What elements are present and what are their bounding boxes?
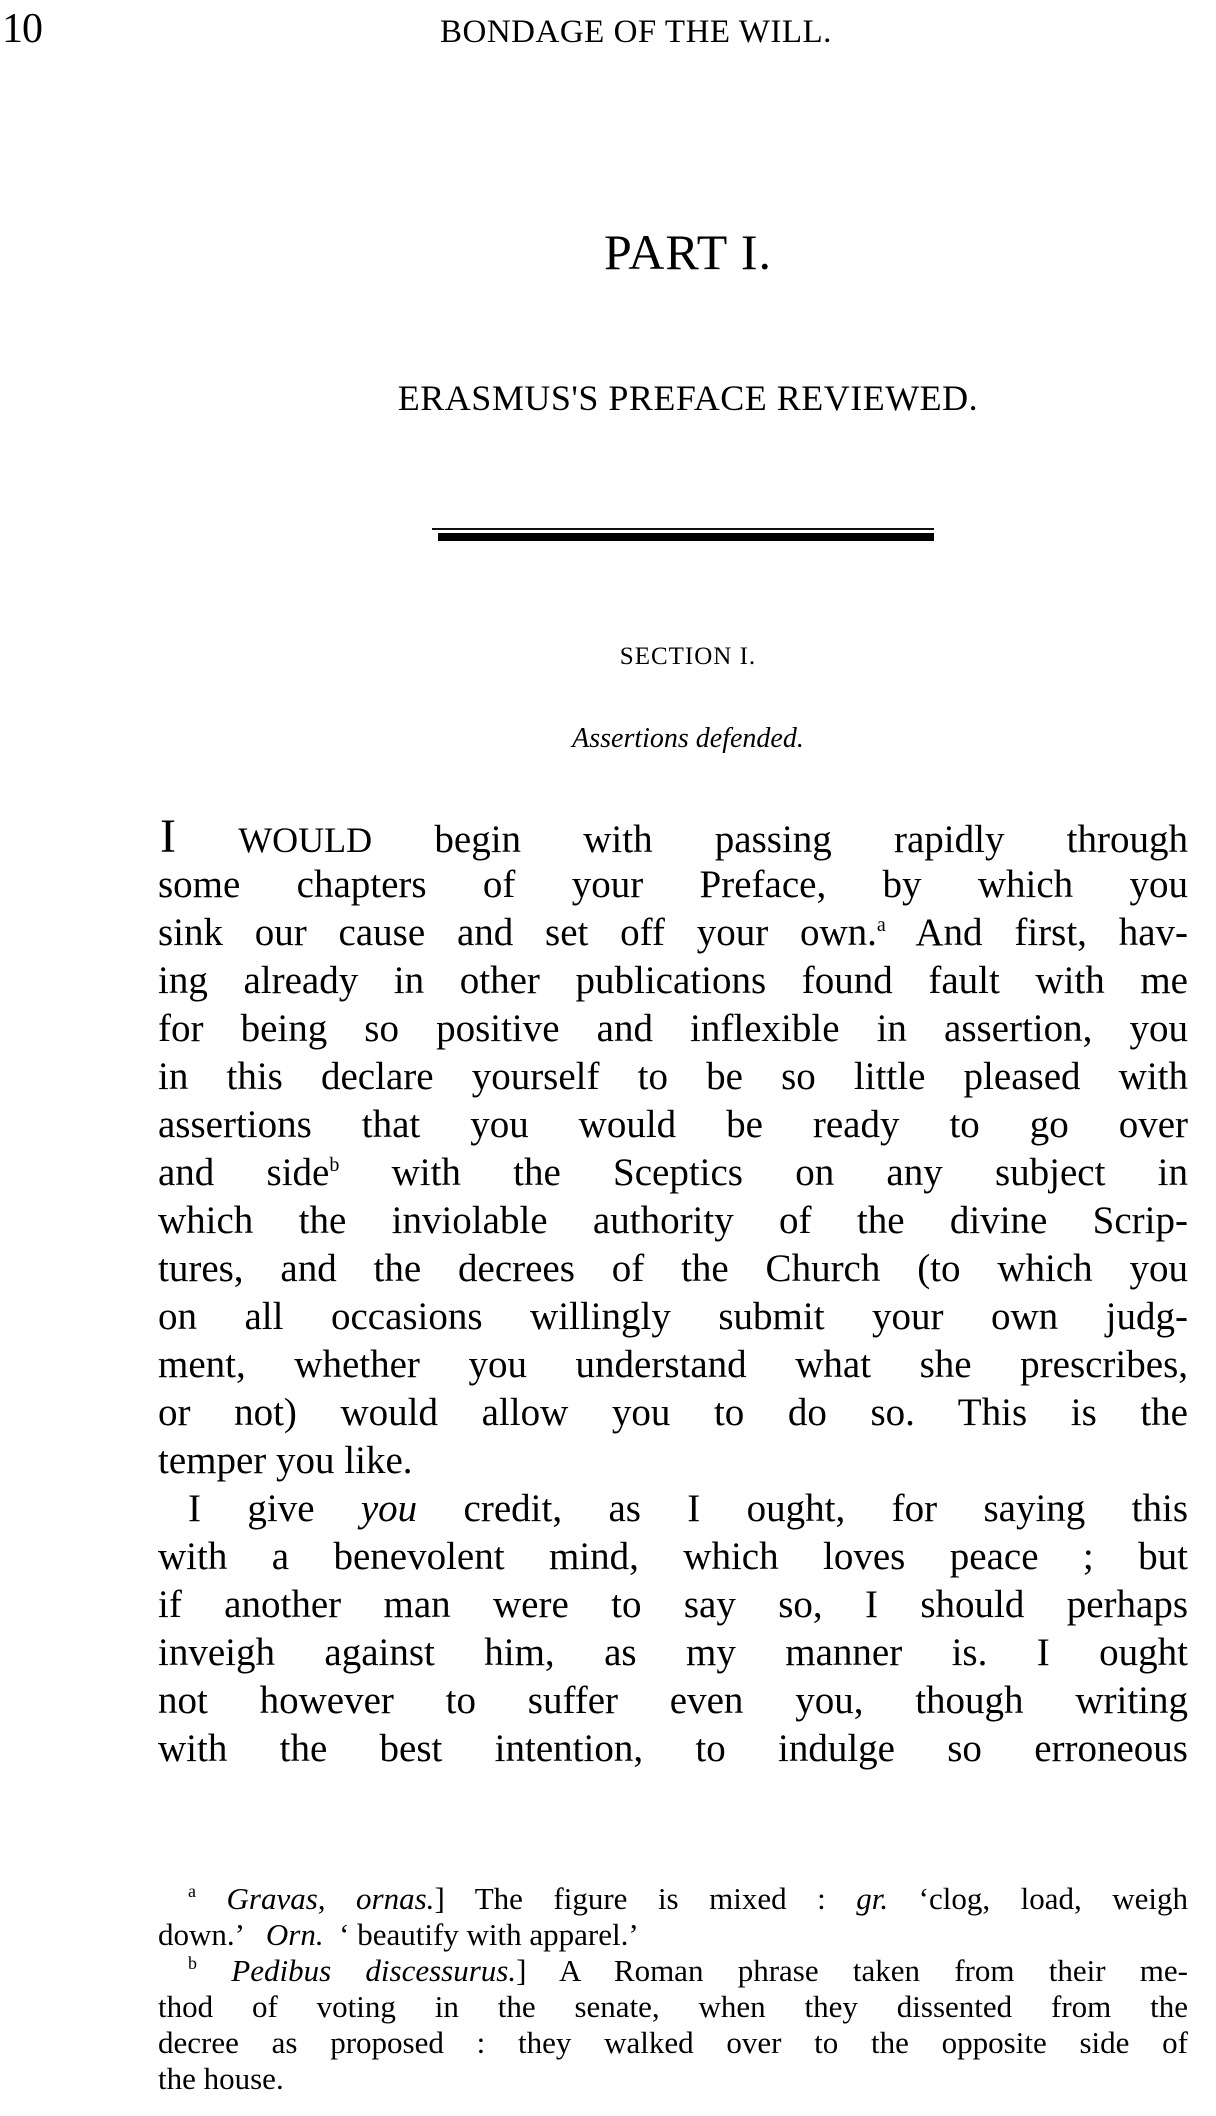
section-subtitle: Assertions defended. <box>572 723 804 754</box>
footnote-lemma: Gravas, ornas. <box>226 1881 435 1916</box>
text-line: if another man were to say so, I should perhaps <box>158 1583 1188 1626</box>
text-line: not however to suffer even you, though writing <box>158 1679 1188 1722</box>
text-line: inveigh against him, as my manner is. I ought <box>158 1631 1188 1674</box>
text-line: temper you like. <box>158 1439 413 1482</box>
footnote-a: $^a$ Gravas, ornas.] The figure is mixed : gr. ‘clog, load, weigh <box>188 1881 1188 1916</box>
footnote-marker-a: a <box>188 1881 196 1901</box>
text-line: tures, and the decrees of the Church (to which you <box>158 1247 1188 1290</box>
text-line: ing already in other publications found fault with me <box>158 959 1188 1002</box>
footnote-b-line: the house. <box>158 2061 284 2096</box>
text-line: some chapters of your Preface, by which you <box>158 863 1188 906</box>
text-line: I give you credit, as I ought, for saying this <box>188 1487 1188 1530</box>
text-line: in this declare yourself to be so little pleased with <box>158 1055 1188 1098</box>
text-line: with the best intention, to indulge so erroneous <box>158 1727 1188 1770</box>
footnote-b-line: decree as proposed : they walked over to the opposite side of <box>158 2025 1188 2060</box>
text-line: sink our cause and set off your own.$^a$ And first, hav- <box>158 911 1188 954</box>
text-line: assertions that you would be ready to go over <box>158 1103 1188 1146</box>
footnote-b-line: thod of voting in the senate, when they dissented from the <box>158 1989 1188 2024</box>
double-rule-divider <box>432 528 934 541</box>
text-line: with a benevolent mind, which loves peace ; but <box>158 1535 1188 1578</box>
text-line: ment, whether you understand what she prescribes, <box>158 1343 1188 1386</box>
part-subtitle: ERASMUS'S PREFACE REVIEWED. <box>397 378 979 418</box>
page-number: 10 <box>2 6 42 52</box>
text-line: on all occasions willingly submit your own judg- <box>158 1295 1188 1338</box>
running-head: BONDAGE OF THE WILL. <box>440 14 832 50</box>
small-caps-word: WOULD <box>238 820 373 860</box>
emphasis: you <box>360 1487 418 1530</box>
footnote-b: $^b$ Pedibus discessurus.] A Roman phrase taken from their me- <box>188 1953 1189 1988</box>
footnote-ref-a[interactable]: a <box>876 914 886 936</box>
rule-thick-line <box>438 533 934 541</box>
text-line: or not) would allow you to do so. This is the <box>158 1391 1188 1434</box>
footnote-a-line: down.’ Orn. ‘ beautify with apparel.’ <box>158 1917 639 1952</box>
text-line: and side$^b$ with the Sceptics on any subject in <box>158 1151 1188 1194</box>
text-line: I WOULD begin with passing rapidly through <box>160 810 1188 863</box>
section-heading: SECTION I. <box>619 643 757 670</box>
text-line: which the inviolable authority of the divine Scrip- <box>158 1199 1188 1242</box>
text-line: for being so positive and inflexible in assertion, you <box>158 1007 1188 1050</box>
rule-thin-line <box>432 528 934 530</box>
footnote-ref-b[interactable]: b <box>329 1154 340 1176</box>
drop-cap: I <box>160 810 176 863</box>
footnote-marker-b: b <box>188 1953 197 1973</box>
part-title: PART I. <box>604 224 772 280</box>
footnote-lemma: Pedibus discessurus. <box>231 1953 517 1988</box>
